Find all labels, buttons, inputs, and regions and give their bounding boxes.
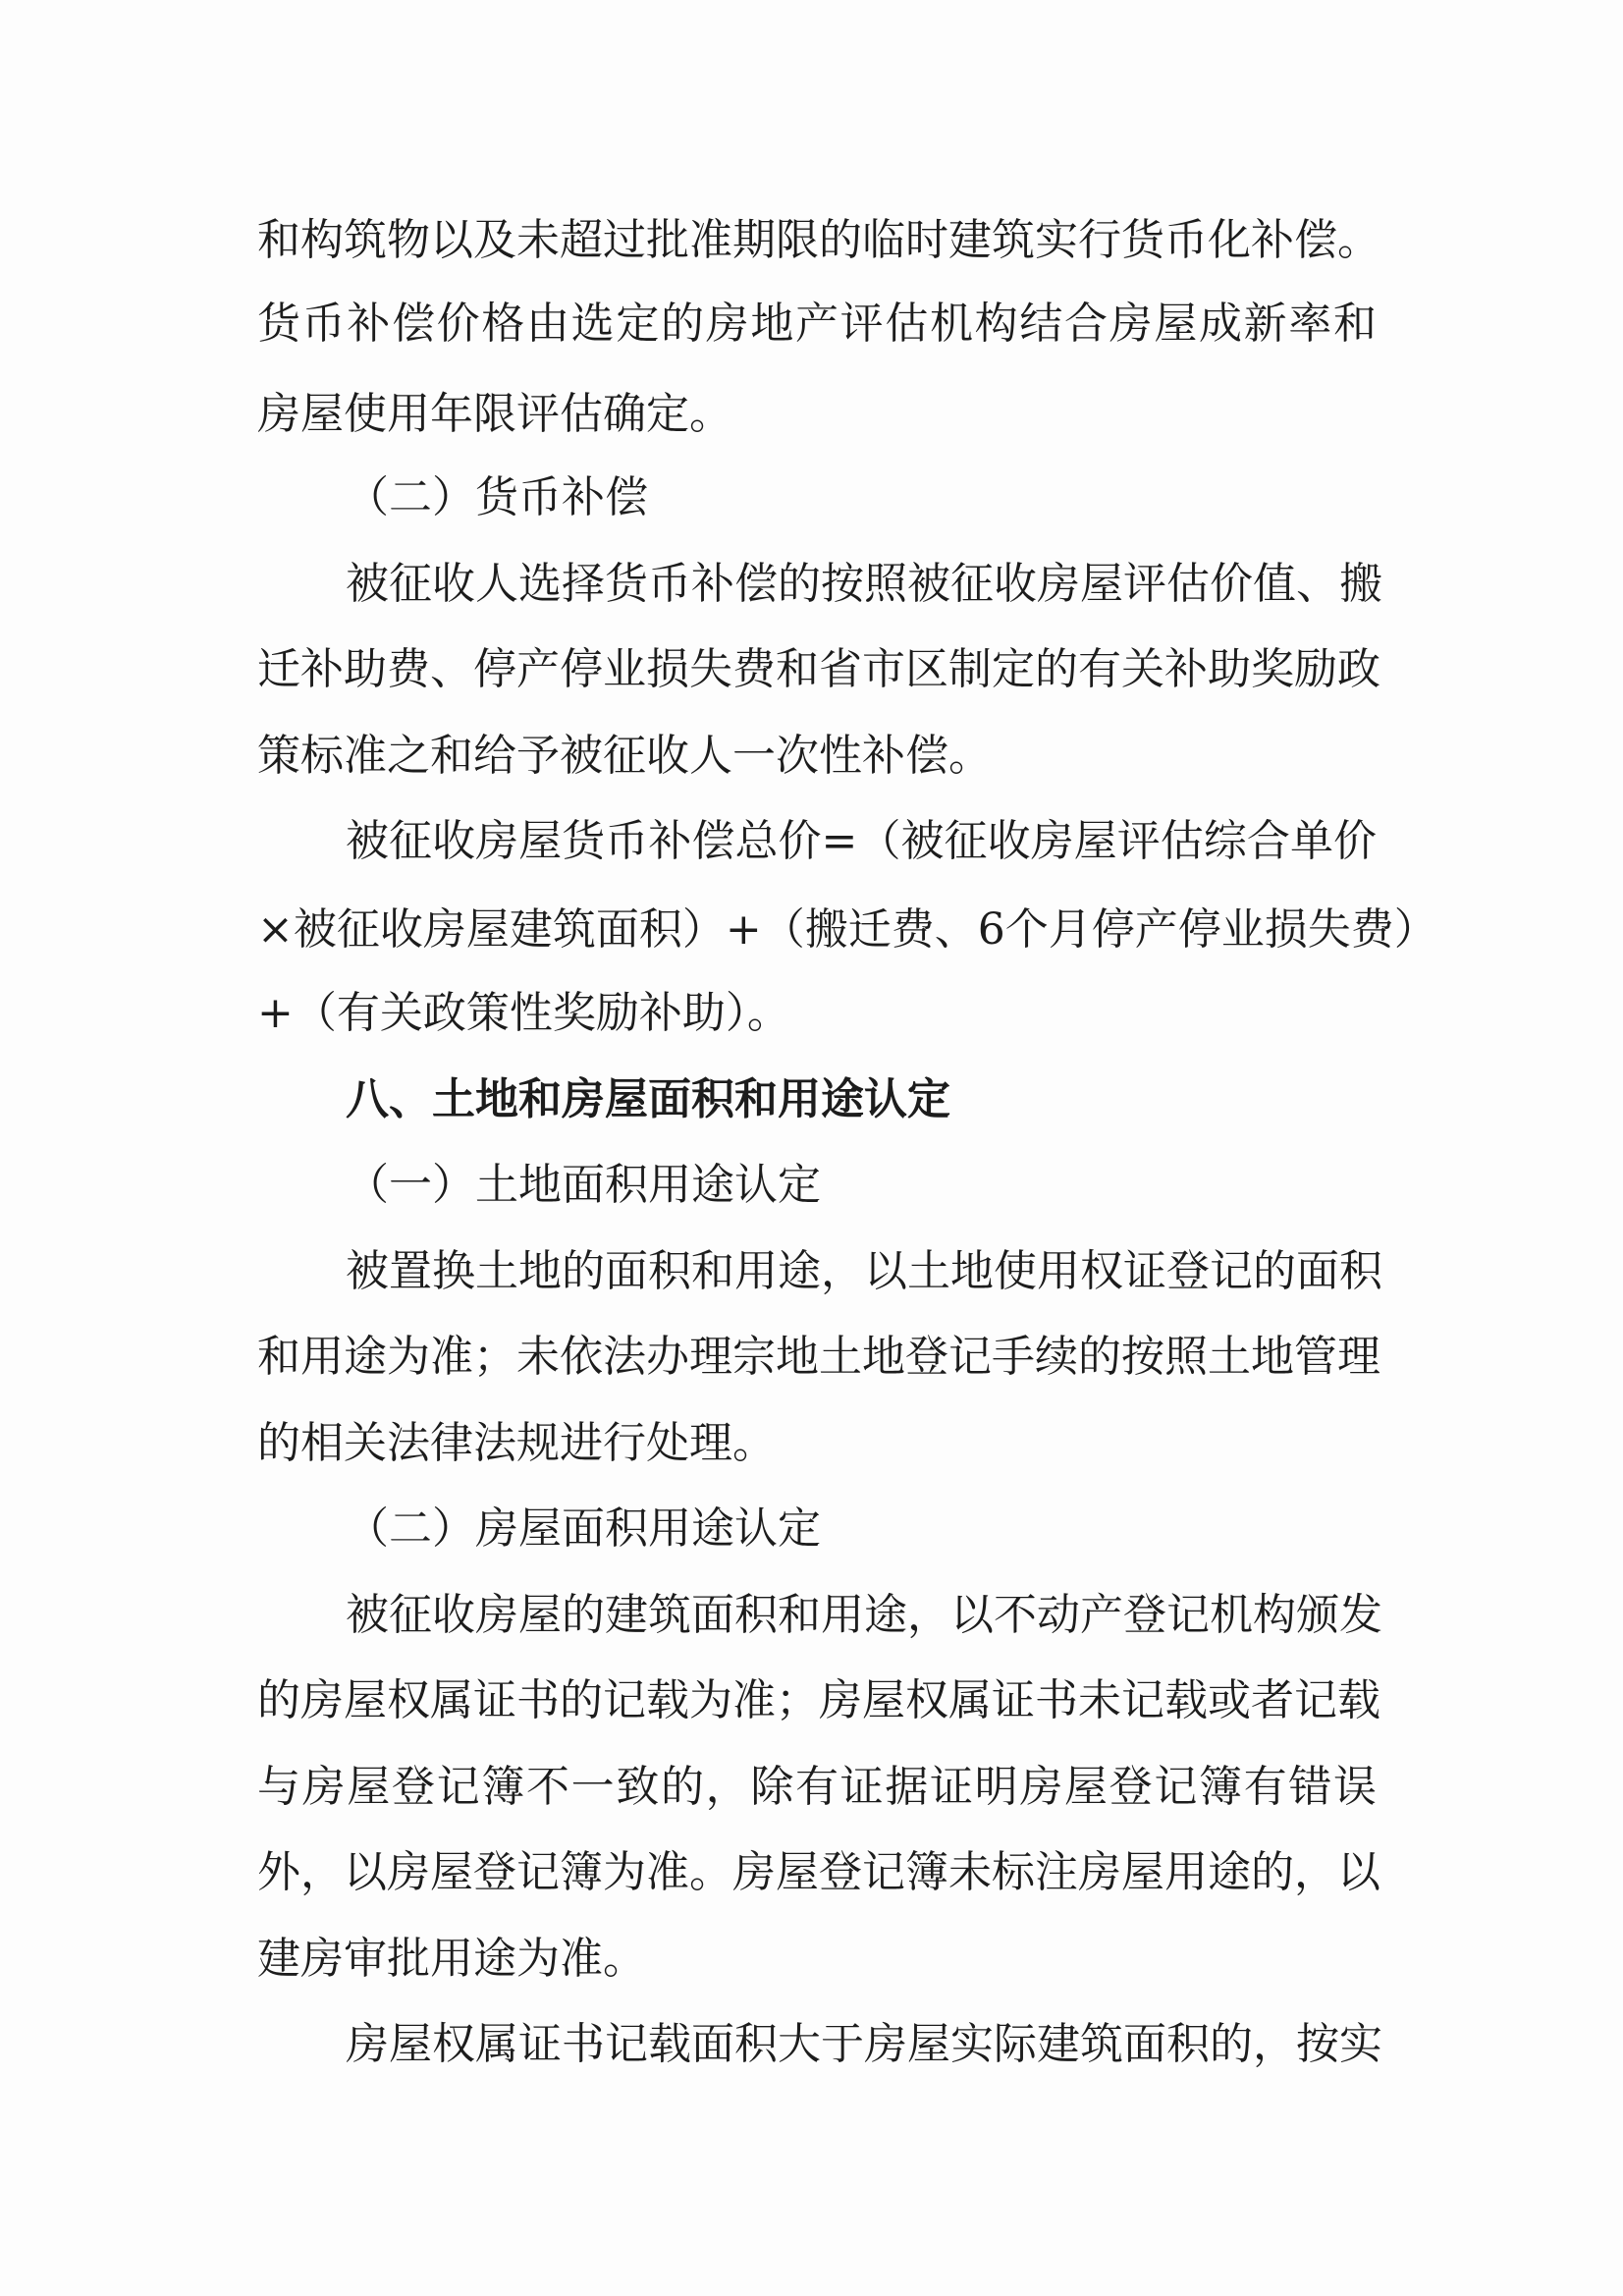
paragraph-line: 被征收人选择货币补偿的按照被征收房屋评估价值、搬 — [346, 559, 1382, 609]
paragraph-line: 被征收房屋的建筑面积和用途，以不动产登记机构颁发 — [346, 1590, 1382, 1640]
section-subheading: （二）货币补偿 — [346, 472, 648, 522]
paragraph-line: +（有关政策性奖励补助）。 — [257, 988, 790, 1038]
paragraph-line: 与房屋登记簿不一致的，除有证据证明房屋登记簿有错误 — [257, 1762, 1377, 1812]
paragraph-line: 货币补偿价格由选定的房地产评估机构结合房屋成新率和 — [257, 299, 1377, 349]
paragraph-line: 被征收房屋货币补偿总价=（被征收房屋评估综合单价 — [346, 816, 1377, 866]
paragraph-line: 外，以房屋登记簿为准。房屋登记簿未标注房屋用途的，以 — [257, 1847, 1380, 1897]
paragraph-line: ×被征收房屋建筑面积）+（搬迁费、6个月停产停业损失费） — [257, 904, 1437, 955]
paragraph-line: 被置换土地的面积和用途，以土地使用权证登记的面积 — [346, 1246, 1382, 1296]
paragraph-line: 建房审批用途为准。 — [257, 1934, 646, 1984]
paragraph-line: 房屋使用年限评估确定。 — [257, 389, 732, 439]
paragraph-line: 的房屋权属证书的记载为准；房屋权属证书未记载或者记载 — [257, 1675, 1380, 1725]
paragraph-line: 和用途为准；未依法办理宗地土地登记手续的按照土地管理 — [257, 1332, 1380, 1382]
section-subheading: （二）房屋面积用途认定 — [346, 1503, 821, 1554]
paragraph-line: 迁补助费、停产停业损失费和省市区制定的有关补助奖励政 — [257, 644, 1380, 694]
paragraph-line: 策标准之和给予被征收人一次性补偿。 — [257, 731, 992, 781]
paragraph-line: 的相关法律法规进行处理。 — [257, 1418, 776, 1468]
section-heading: 八、土地和房屋面积和用途认定 — [346, 1074, 950, 1124]
paragraph-line: 房屋权属证书记载面积大于房屋实际建筑面积的，按实 — [346, 2019, 1382, 2069]
section-subheading: （一）土地面积用途认定 — [346, 1160, 821, 1210]
paragraph-line: 和构筑物以及未超过批准期限的临时建筑实行货币化补偿。 — [257, 215, 1380, 265]
